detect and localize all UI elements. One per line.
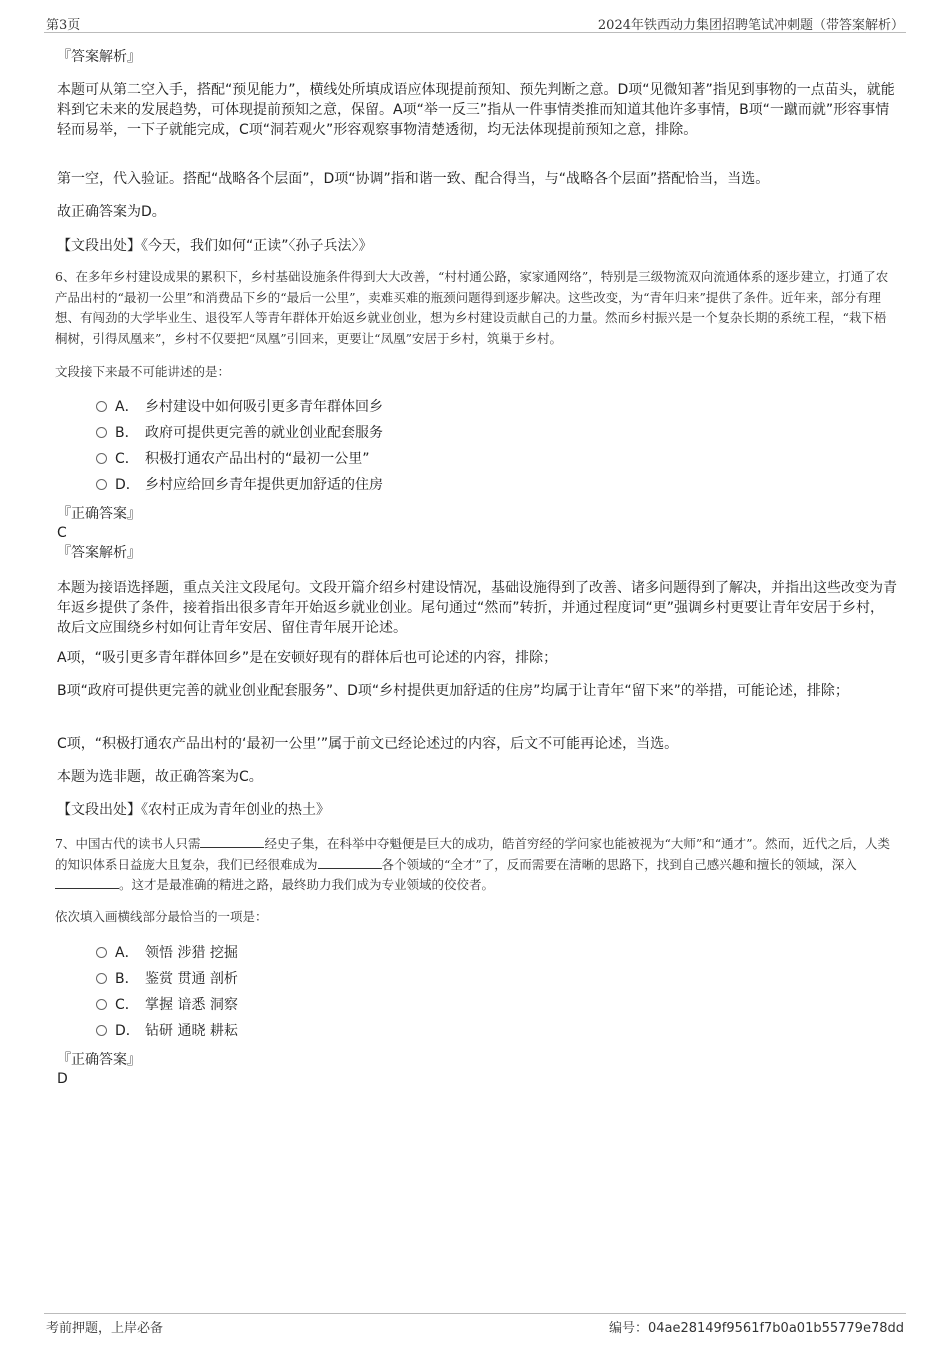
document-id: 编号：04ae28149f9561f7b0a01b55779e78dd — [608, 1321, 904, 1336]
blank-line — [318, 856, 382, 869]
q7-option-d[interactable]: D． 钻研 通晓 耕耘 — [96, 1021, 238, 1041]
blank-line — [55, 876, 119, 889]
q7-answer-label: 『正确答案』 — [57, 1052, 141, 1068]
blank-line — [200, 835, 264, 848]
q6-answer: C — [57, 525, 67, 541]
q6-stem: 6、在多年乡村建设成果的累积下，乡村基础设施条件得到大大改善，“村村通公路，家家通网络”，特别是三级物流双向流通体系的逐步建立，打通了农产品出村的“最初一公里”和消费品下乡的“最后一公里”，卖难买难的瓶颈问题得到逐步解决。这些改变，为“青年归来”提供了条件。近年来，部分有理想、有闯劲的大学毕业生、退役军人等青年群体开始返乡就业创业，想为乡村建设贡献自己的力量。然而乡村振兴是一个复杂长期的系统工程，“栽下梧桐树，引得凤凰来”，乡村不仅要把“凤凰”引回来，更要让“凤凰”安居于乡村，筑巢于乡村。 — [55, 269, 889, 346]
radio-icon[interactable] — [96, 479, 107, 490]
q7-option-c[interactable]: C． 掌握 谙悉 洞察 — [96, 995, 238, 1015]
q6-analysis5: 本题为选非题，故正确答案为C。 — [57, 769, 263, 785]
q6-question: 文段接下来最不可能讲述的是： — [55, 364, 231, 379]
q7-option-a[interactable]: A． 领悟 涉猎 挖掘 — [96, 943, 238, 963]
q7-answer: D — [57, 1071, 68, 1087]
q6-option-c[interactable]: C． 积极打通农产品出村的“最初一公里” — [96, 449, 370, 469]
q6-analysis-label: 『答案解析』 — [57, 545, 141, 561]
q6-answer-label: 『正确答案』 — [57, 506, 141, 522]
q6-option-a[interactable]: A． 乡村建设中如何吸引更多青年群体回乡 — [96, 397, 383, 417]
radio-icon[interactable] — [96, 401, 107, 412]
q5-analysis-label: 『答案解析』 — [57, 49, 141, 65]
q7-question: 依次填入画横线部分最恰当的一项是： — [55, 909, 268, 924]
q6-analysis3: B项“政府可提供更完善的就业创业配套服务”、D项“乡村提供更加舒适的住房”均属于让青年“留下来”的举措，可能论述，排除； — [57, 683, 849, 699]
q6-option-b[interactable]: B． 政府可提供更完善的就业创业配套服务 — [96, 423, 383, 443]
q6-analysis1: 本题为接语选择题，重点关注文段尾句。文段开篇介绍乡村建设情况，基础设施得到了改善、诸多问题得到了解决，并指出这些改变为青年返乡提供了条件，接着指出很多青年开始返乡就业创业。尾句通过“然而”转折，并通过程度词“更”强调乡村更要让青年安居于乡村，故后文应围绕乡村如何让青年安居、留住青年展开论述。 — [57, 580, 897, 636]
radio-icon[interactable] — [96, 999, 107, 1010]
q7-option-b[interactable]: B． 鉴赏 贯通 剖析 — [96, 969, 238, 989]
q6-analysis4: C项，“积极打通农产品出村的‘最初一公里’”属于前文已经论述过的内容，后文不可能再论述，当选。 — [57, 736, 679, 752]
radio-icon[interactable] — [96, 1025, 107, 1036]
radio-icon[interactable] — [96, 973, 107, 984]
q7-stem: 7、中国古代的读书人只需 经史子集，在科举中夺魁便是巨大的成功，皓首穷经的学问家也能被视为“大师”和“通才”。然而，近代之后，人类的知识体系日益庞大且复杂，我们已经很难成为 各个领域的“全才”了，反而需要在清晰的思路下，找到自己感兴趣和擅长的领域，深入。这才是最准确的精进之路，最终助力我们成为专业领域的佼佼者。 — [55, 836, 891, 892]
radio-icon[interactable] — [96, 947, 107, 958]
radio-icon[interactable] — [96, 453, 107, 464]
q6-analysis2: A项，“吸引更多青年群体回乡”是在安顿好现有的群体后也可论述的内容，排除； — [57, 650, 558, 666]
page-footer — [44, 1313, 906, 1336]
radio-icon[interactable] — [96, 427, 107, 438]
q6-option-d[interactable]: D． 乡村应给回乡青年提供更加舒适的住房 — [96, 475, 383, 495]
q5-analysis-para3: 故正确答案为D。 — [57, 204, 166, 220]
document-title: 2024年铁西动力集团招聘笔试冲刺题（带答案解析） — [597, 18, 904, 33]
q5-analysis-para2: 第一空，代入验证。搭配“战略各个层面”，D项“协调”指和谐一致、配合得当，与“战略各个层面”搭配恰当，当选。 — [57, 171, 770, 187]
footer-slogan: 考前押题，上岸必备 — [46, 1321, 164, 1336]
q5-analysis-para1: 本题可从第二空入手，搭配“预见能力”，横线处所填成语应体现提前预知、预先判断之意。D项“见微知著”指见到事物的一点苗头，就能料到它未来的发展趋势，可体现提前预知之意，保留。A项“举一反三”指从一件事情类推而知道其他许多事情，B项“一蹴而就”形容事情轻而易举，一下子就能完成，C项“洞若观火”形容观察事物清楚透彻，均无法体现提前预知之意，排除。 — [57, 82, 895, 138]
q6-source: 【文段出处】《农村正成为青年创业的热土》 — [57, 802, 330, 818]
page-header — [44, 12, 906, 33]
q5-source: 【文段出处】《今天，我们如何“正读”〈孙子兵法〉》 — [57, 238, 373, 254]
page-number: 第3页 — [46, 18, 81, 33]
